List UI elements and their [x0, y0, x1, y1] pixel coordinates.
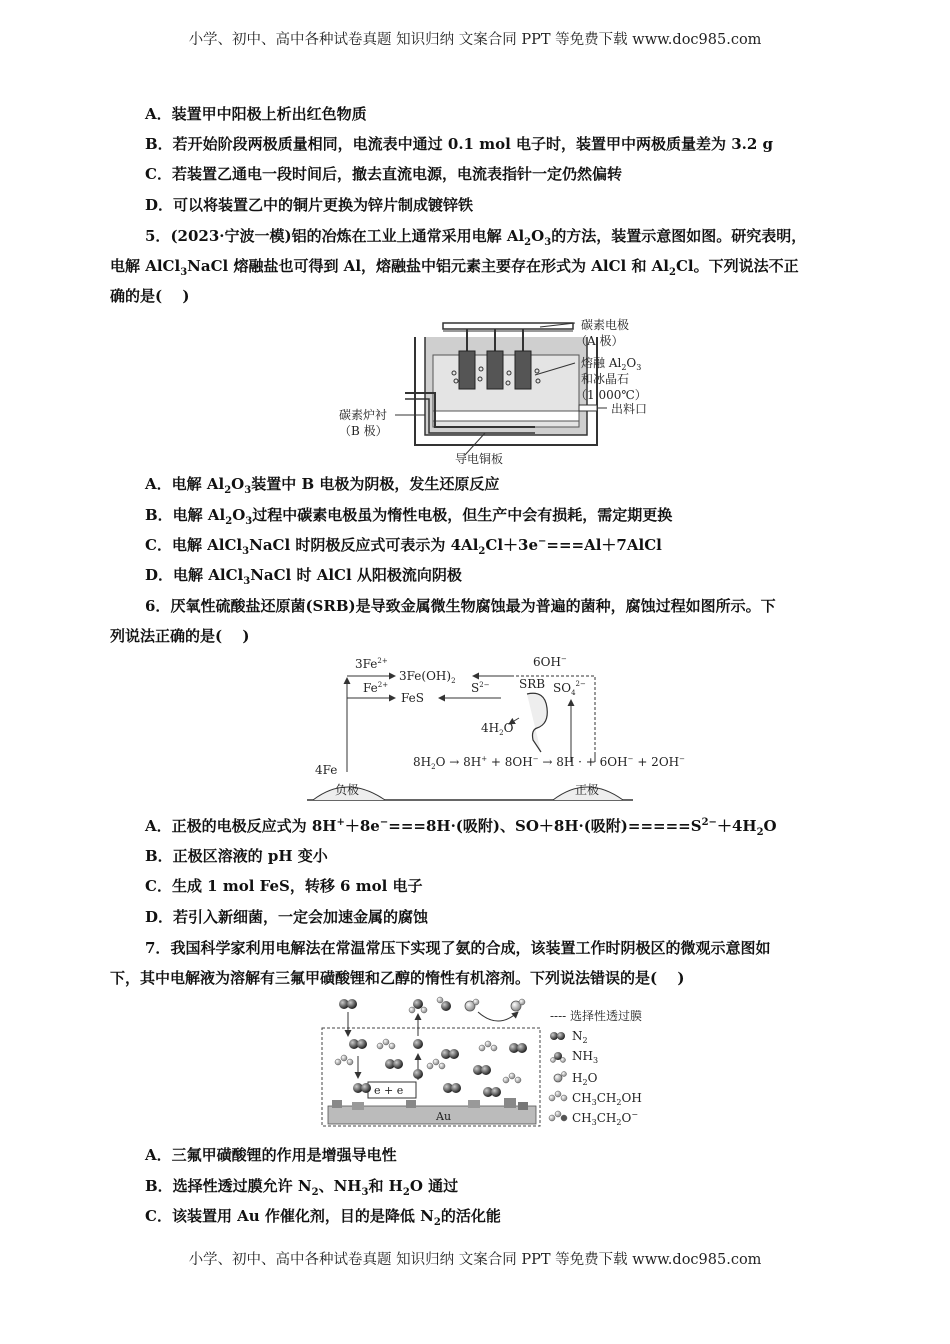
q6-stem-line1: 6．厌氧性硫酸盐还原菌(SRB)是导致金属微生物腐蚀最为普遍的菌种，腐蚀过程如图所示。下	[145, 597, 776, 615]
srb-bacterium	[527, 693, 547, 752]
label-fe-ion-top: $3Fe^{2+}$	[355, 657, 388, 671]
label-molten: 熔融 $Al_2O_3$	[581, 356, 642, 372]
q7-option-b: B．选择性透过膜允许 $N_2$、$NH_3$和 $H_2O$ 通过	[145, 1177, 459, 1198]
outlet	[579, 405, 597, 411]
label-outlet: 出料口	[611, 402, 648, 416]
q4-option-c: C．若装置乙通电一段时间后，撤去直流电源，电流表指针一定仍然偏转	[145, 165, 622, 183]
q4-option-a: A．装置甲中阳极上析出红色物质	[145, 105, 367, 123]
legend-ethanol: $CH_3CH_2OH$	[572, 1091, 642, 1107]
carbon-electrode-1	[459, 351, 475, 389]
q4-option-b: B．若开始阶段两极质量相同，电流表中通过 0.1 mol 电子时，装置甲中两极质量差为 3.2 g	[145, 135, 774, 153]
label-srb: SRB	[519, 677, 546, 691]
page-header: 小学、初中、高中各种试卷真题 知识归纳 文案合同 PPT 等免费下载 www.doc985.com	[188, 32, 762, 48]
carbon-electrode-3	[515, 351, 531, 389]
q6-option-a: A．正极的电极反应式为 8H+＋8e−===8H·(吸附)、SO＋8H·(吸附)$=====S^{2-}+4H_2O$	[145, 817, 777, 838]
aluminium-layer	[433, 411, 579, 421]
label-cryolite: 和冰晶石	[581, 372, 630, 386]
label-copper: 导电铜板	[455, 452, 504, 466]
q7-option-a: A．三氟甲磺酸锂的作用是增强导电性	[145, 1146, 397, 1164]
carbon-electrode-2	[487, 351, 503, 389]
label-b-pole: （B 极）	[339, 424, 388, 438]
legend-membrane: ---- 选择性透过膜	[550, 1009, 643, 1023]
q5-option-a: A．电解 $Al_2O_3$装置中 B 电极为阴极，发生还原反应	[145, 475, 500, 496]
q5-stem-line2: 电解 AlCl$_3$NaCl 熔融盐也可得到 Al，熔融盐中铝元素主要存在形式为 AlCl 和 $Al_2Cl$。下列说法不正	[110, 257, 799, 278]
electrode-bus-bar	[443, 323, 573, 329]
q4-option-d: D．可以将装置乙中的铜片更换为锌片制成镀锌铁	[145, 196, 474, 214]
label-so4: $SO_4^{2-}$	[553, 680, 586, 697]
label-6oh-top: 6OH−	[533, 655, 567, 669]
label-cathode: 正极	[575, 783, 600, 797]
label-4fe: 4Fe	[315, 763, 338, 777]
q6-option-b: B．正极区溶液的 pH 变小	[145, 847, 328, 865]
q7-option-c: C．该装置用 Au 作催化剂，目的是降低 $N_2$的活化能	[145, 1207, 501, 1228]
label-anode: 负极	[335, 783, 360, 797]
q6-stem-line2: 列说法正确的是( )	[110, 627, 250, 645]
q6-option-d: D．若引入新细菌，一定会加速金属的腐蚀	[145, 908, 429, 926]
q5-stem-line1: 5．(2023·宁波一模)铝的冶炼在工业上通常采用电解 $Al_2O_3$的方法，装置示意图如图。研究表明，	[145, 227, 807, 248]
q5-electrolysis-figure	[335, 315, 655, 465]
q6-option-c: C．生成 1 mol FeS，转移 6 mol 电子	[145, 877, 423, 895]
label-4h2o: $4H_2O$	[481, 721, 514, 737]
label-carbon-electrode: 碳素电极	[581, 318, 630, 332]
q7-stem-line2: 下，其中电解液为溶解有三氟甲磺酸锂和乙醇的惰性有机溶剂。下列说法错误的是( )	[110, 969, 685, 987]
page-footer: 小学、初中、高中各种试卷真题 知识归纳 文案合同 PPT 等免费下载 www.doc985.com	[188, 1252, 762, 1268]
label-fe-ion: $Fe^{2+}$	[363, 681, 389, 695]
label-lining: 碳素炉衬	[339, 408, 388, 422]
legend-n2: $N_2$	[572, 1029, 588, 1045]
label-equation: $8H_2O \to 8H^+ + 8OH^- \to 8H$ · + 6OH− + 2OH−	[413, 755, 685, 771]
q5-option-d: D．电解 AlCl$_3$NaCl 时 AlCl 从阳极流向阴极	[145, 566, 462, 587]
q6-corrosion-figure	[305, 652, 685, 804]
q7-stem-line1: 7．我国科学家利用电解法在常温常压下实现了氨的合成，该装置工作时阴极区的微观示意图如	[145, 939, 771, 957]
legend-ethoxide: $CH_3CH_2O^-$	[572, 1110, 639, 1127]
label-fes: FeS	[401, 691, 424, 705]
label-a-pole: （A 极）	[575, 334, 624, 348]
q5-stem-line3: 确的是( )	[110, 287, 190, 305]
q7-ammonia-figure	[318, 996, 658, 1132]
q5-option-b: B．电解 $Al_2O_3$过程中碳素电极虽为惰性电极，但生产中会有损耗，需定期更换	[145, 506, 673, 527]
label-temp: （1 000℃）	[575, 388, 647, 402]
legend-nh3: $NH_3$	[572, 1049, 599, 1065]
label-au: Au	[436, 1110, 452, 1123]
label-fe-oh: $3Fe(OH)_2$	[399, 669, 456, 685]
q5-option-c: C．电解 AlCl$_3$NaCl 时阴极反应式可表示为 $4Al_2Cl+3e^-===Al+7AlCl$	[145, 536, 662, 557]
legend-h2o: $H_2O$	[572, 1071, 598, 1087]
label-s2: $S^{2-}$	[471, 681, 490, 695]
label-electrons: e + e	[374, 1084, 404, 1097]
